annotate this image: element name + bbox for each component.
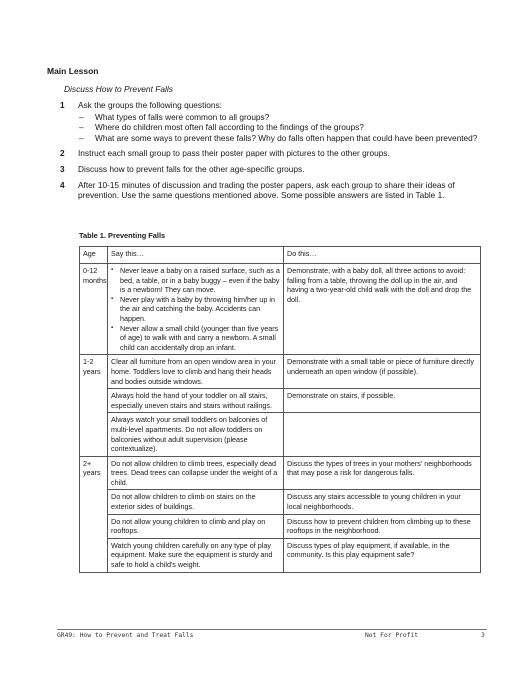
say-cell: Clear all furniture from an open window area in your home. Toddlers love to climb and hang their heads and bodies outside windows. <box>108 355 284 389</box>
table-row <box>80 514 481 538</box>
steps-list <box>60 100 490 206</box>
preventing-falls-table <box>79 246 481 573</box>
lesson-subtitle: Discuss How to Prevent Falls <box>64 84 173 94</box>
age-cell: 1-2 years <box>80 355 108 456</box>
list-item: – What types of falls were common to all groups? <box>79 111 270 122</box>
dash-icon: – <box>79 111 84 122</box>
do-cell <box>284 413 481 456</box>
step-4 <box>60 180 490 201</box>
step-number: 3 <box>60 163 65 174</box>
bullet-icon: ▪ <box>111 324 114 331</box>
do-cell: Demonstrate on stairs, if possible. <box>284 389 481 413</box>
table-row <box>80 538 481 572</box>
header-do: Do this… <box>284 247 481 264</box>
section-title: Main Lesson <box>47 66 99 76</box>
do-cell: Discuss types of play equipment, if available, in the community. Is this play equipment safe? <box>284 538 481 572</box>
footer-title: GR49: How to Prevent and Treat Falls <box>57 632 194 639</box>
list-item: ▪ Never play with a baby by throwing him/her up in the air and catching the baby. Accidents can happen. <box>111 294 276 323</box>
table-row <box>80 264 481 355</box>
bullet-icon: ▪ <box>111 267 114 273</box>
table-row <box>80 490 481 514</box>
step-2 <box>60 148 490 159</box>
say-cell: Do not allow young children to climb and play on rooftops. <box>108 514 284 538</box>
say-cell: Always watch your small toddlers on balconies of multi-level apartments. Do not allow toddlers on balconies without adult supervision (please contextualize). <box>108 413 284 456</box>
footer-notice: Not For Profit <box>365 632 419 639</box>
step-number: 1 <box>60 100 65 110</box>
header-age: Age <box>80 247 108 264</box>
bullet-icon: ▪ <box>111 295 114 302</box>
step-1 <box>60 100 490 143</box>
table-row <box>80 389 481 413</box>
do-cell: Discuss how to prevent children from climbing up to these rooftops in the neighborhood. <box>284 514 481 538</box>
age-cell: 0-12 months <box>80 264 108 355</box>
step-text: Discuss how to prevent falls for the other age-specific groups. <box>78 163 305 174</box>
step-text: Ask the groups the following questions: <box>78 100 222 110</box>
do-cell: Demonstrate with a small table or piece of furniture directly underneath an open window (if possible). <box>284 355 481 389</box>
say-bullet-list <box>111 266 280 352</box>
list-item: ▪ Never leave a baby on a raised surface, such as a bed, a table, or in a baby buggy – even if the baby is a newborn! They can move. <box>111 266 280 295</box>
say-cell <box>108 264 284 355</box>
dash-icon: – <box>79 132 84 143</box>
do-cell: Discuss any stairs accessible to young children in your local neighborhoods. <box>284 490 481 514</box>
table-row <box>80 413 481 456</box>
list-item: ▪ Never allow a small child (younger than five years of age) to walk with and carry a newborn. A small child can accidentally drop an infant. <box>111 323 279 352</box>
dash-icon: – <box>79 122 84 133</box>
table-caption: Table 1. Preventing Falls <box>79 231 166 240</box>
question-list <box>78 112 490 144</box>
page-number: 3 <box>481 632 485 639</box>
list-item: – Where do children most often fall according to the findings of the groups? <box>79 122 364 133</box>
do-cell: Discuss the types of trees in your mothers' neighborhoods that may pose a risk for dangerous falls. <box>284 456 481 490</box>
step-number: 4 <box>60 179 65 190</box>
step-text: Instruct each small group to pass their poster paper with pictures to the other groups. <box>78 148 390 159</box>
say-cell: Do not allow children to climb trees, especially dead trees. Dead trees can collapse under the weight of a child. <box>108 456 284 490</box>
step-3 <box>60 164 490 175</box>
list-item: – What are some ways to prevent these falls? Why do falls often happen that could have been prevented? <box>79 132 478 143</box>
say-cell: Do not allow children to climb on stairs on the exterior sides of buildings. <box>108 490 284 514</box>
table-header-row <box>80 247 481 264</box>
table-row <box>80 456 481 490</box>
header-say: Say this… <box>108 247 284 264</box>
step-text: After 10-15 minutes of discussion and trading the poster papers, ask each group to share their ideas of prevention. Use the same questions mentioned above. Some possible answers are listed in Table 1. <box>78 179 455 201</box>
age-cell: 2+ years <box>80 456 108 572</box>
step-number: 2 <box>60 148 65 159</box>
say-cell: Always hold the hand of your toddler on all stairs, especially uneven stairs and stairs without railings. <box>108 389 284 413</box>
table-row <box>80 355 481 389</box>
footer-divider <box>57 629 487 630</box>
do-cell: Demonstrate, with a baby doll, all three actions to avoid: falling from a table, throwing the doll up in the air, and having a two-year-old child walk with the doll and drop the doll. <box>284 264 481 355</box>
say-cell: Watch young children carefully on any type of play equipment. Make sure the equipment is sturdy and safe to hold a child's weight. <box>108 538 284 572</box>
